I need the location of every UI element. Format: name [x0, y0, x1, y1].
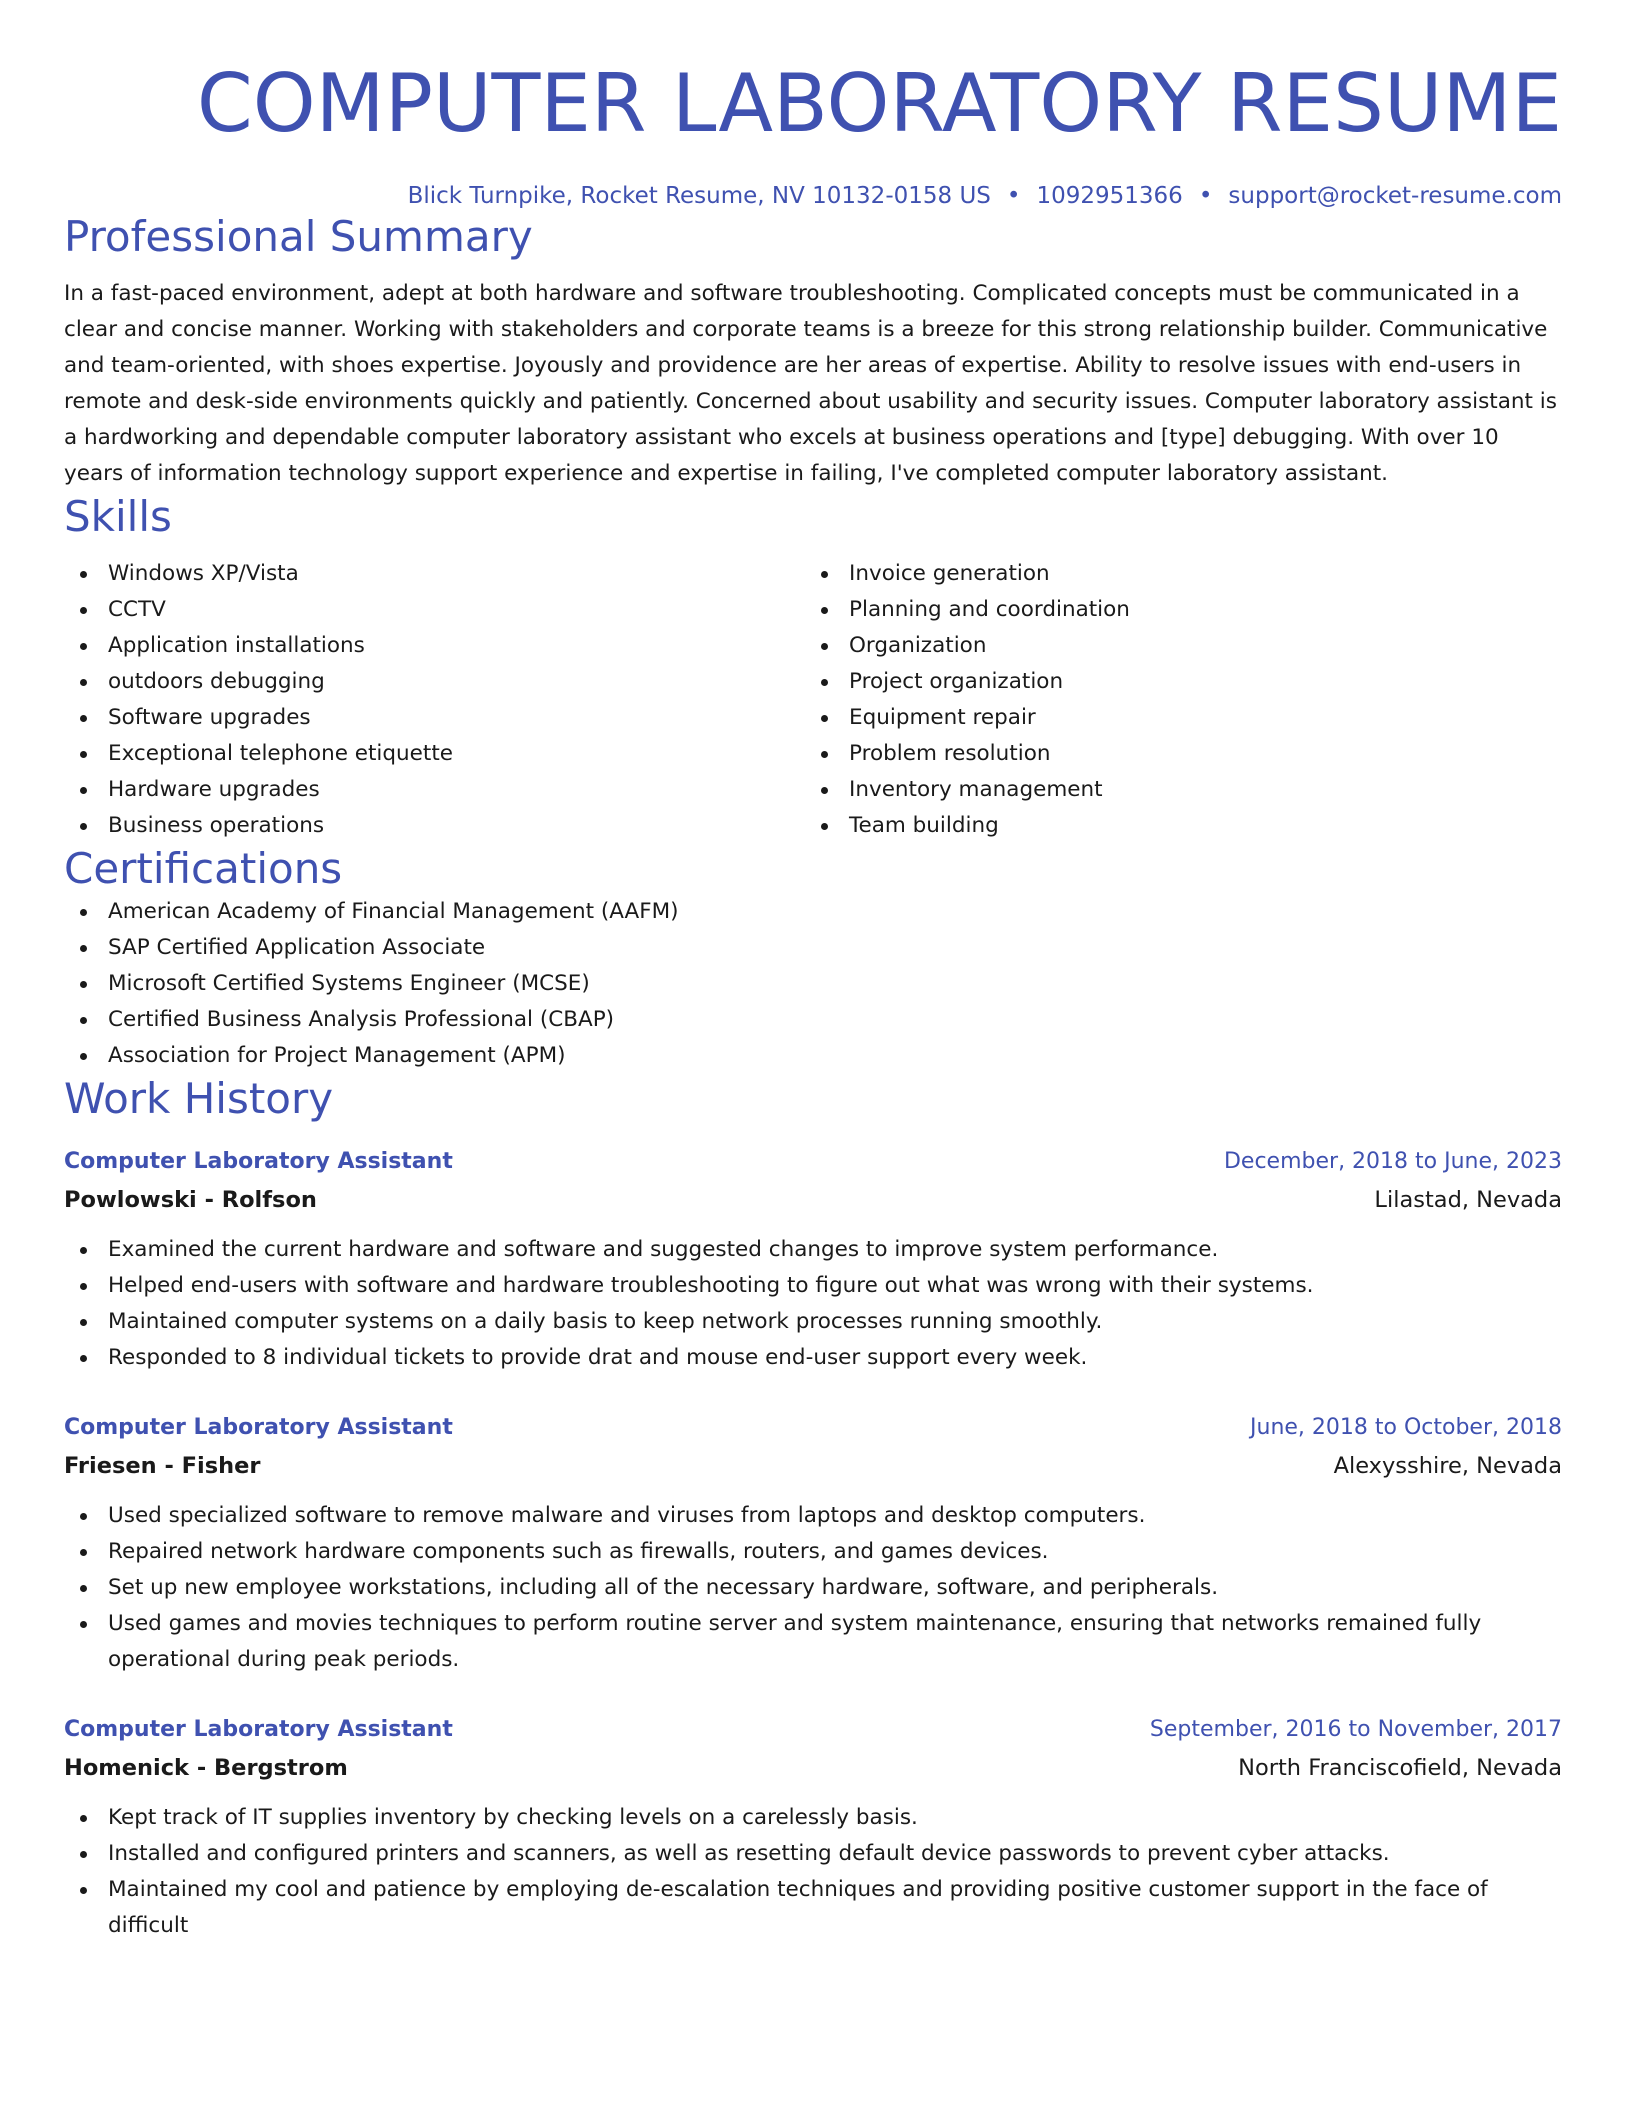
certification-item: Microsoft Certified Systems Engineer (MCSE): [64, 966, 1562, 1002]
job-dates: June, 2018 to October, 2018: [1250, 1415, 1562, 1440]
contact-phone: 1092951366: [1036, 183, 1183, 209]
skills-list-right: [805, 556, 1546, 844]
skill-item: Software upgrades: [64, 700, 805, 736]
job-bullet: Used specialized software to remove malware and viruses from laptops and desktop computers.: [64, 1498, 1562, 1534]
job-header-row: [64, 1410, 1562, 1446]
skill-item: Business operations: [64, 808, 805, 844]
skill-item: CCTV: [64, 592, 805, 628]
skill-item: Windows XP/Vista: [64, 556, 805, 592]
job-dates: December, 2018 to June, 2023: [1223, 1149, 1562, 1174]
resume-title: COMPUTER LABORATORY RESUME: [196, 57, 1562, 150]
skill-item: Organization: [805, 628, 1546, 664]
skill-item: Hardware upgrades: [64, 772, 805, 808]
job-header-row: [64, 1712, 1562, 1748]
job-location: North Franciscofield, Nevada: [1238, 1755, 1562, 1781]
summary-text: In a fast-paced environment, adept at both hardware and software troubleshooting. Complicated concepts must be communicated in a clear and concise manner. Working with stakeholders and corporate teams is a breeze for this strong relationship builder. Communicative and team-oriented, with shoes expertise. Joyously and providence are her areas of expertise. Ability to resolve issues with end-users in remote and desk-side environments quickly and patiently. Concerned about usability and security issues. Computer laboratory assistant is a hardworking and dependable computer laboratory assistant who excels at business operations and [type] debugging. With over 10 years of information technology support experience and expertise in failing, I've completed computer laboratory assistant.: [64, 281, 1557, 486]
job-company-row: [64, 1180, 1562, 1220]
job-entry: [64, 1144, 1562, 1376]
skill-item: Planning and coordination: [805, 592, 1546, 628]
job-bullet: Kept track of IT supplies inventory by checking levels on a carelessly basis.: [64, 1800, 1562, 1836]
contact-email[interactable]: support@rocket-resume.com: [1228, 183, 1562, 209]
certification-item: SAP Certified Application Associate: [64, 930, 1562, 966]
skill-item: Equipment repair: [805, 700, 1546, 736]
job-bullet: Maintained my cool and patience by employing de-escalation techniques and providing positive customer support in the face of difficult: [64, 1872, 1562, 1944]
job-entry: [64, 1712, 1562, 1944]
skill-item: Invoice generation: [805, 556, 1546, 592]
job-company: Homenick - Bergstrom: [64, 1755, 348, 1781]
job-header-row: [64, 1144, 1562, 1180]
job-company-row: [64, 1748, 1562, 1788]
job-company: Friesen - Fisher: [64, 1453, 261, 1479]
job-title: Computer Laboratory Assistant: [64, 1415, 453, 1440]
job-bullet: Used games and movies techniques to perform routine server and system maintenance, ensuring that networks remained fully operational during peak periods.: [64, 1606, 1562, 1678]
resume-page: [64, 0, 1562, 1944]
job-entry: [64, 1410, 1562, 1678]
certifications-list: [64, 894, 1562, 1074]
skills-columns: [64, 556, 1562, 844]
job-title: Computer Laboratory Assistant: [64, 1149, 453, 1174]
skill-item: Application installations: [64, 628, 805, 664]
job-dates: September, 2016 to November, 2017: [1149, 1717, 1562, 1742]
work-history-heading: Work History: [64, 1074, 334, 1123]
job-bullet: Helped end-users with software and hardware troubleshooting to figure out what was wrong with their systems.: [64, 1268, 1562, 1304]
contact-line: [64, 180, 1562, 212]
job-bullet: Installed and configured printers and scanners, as well as resetting default device passwords to prevent cyber attacks.: [64, 1836, 1562, 1872]
job-bullet: Set up new employee workstations, including all of the necessary hardware, software, and peripherals.: [64, 1570, 1562, 1606]
skills-heading: Skills: [64, 492, 172, 541]
skills-list-left: [64, 556, 805, 844]
skill-item: Problem resolution: [805, 736, 1546, 772]
job-bullet: Examined the current hardware and software and suggested changes to improve system performance.: [64, 1232, 1562, 1268]
job-location: Alexysshire, Nevada: [1333, 1453, 1562, 1479]
skill-item: Team building: [805, 808, 1546, 844]
job-company-row: [64, 1446, 1562, 1486]
job-bullets: [64, 1232, 1562, 1376]
job-company: Powlowski - Rolfson: [64, 1187, 317, 1213]
certification-item: Association for Project Management (APM): [64, 1038, 1562, 1074]
job-bullet: Repaired network hardware components such as firewalls, routers, and games devices.: [64, 1534, 1562, 1570]
contact-separator: •: [1006, 183, 1021, 209]
certifications-heading: Certifications: [64, 844, 343, 893]
job-bullets: [64, 1498, 1562, 1678]
certification-item: Certified Business Analysis Professional (CBAP): [64, 1002, 1562, 1038]
summary-heading: Professional Summary: [64, 212, 533, 261]
job-bullets: [64, 1800, 1562, 1944]
job-location: Lilastad, Nevada: [1374, 1187, 1562, 1213]
job-bullet: Maintained computer systems on a daily basis to keep network processes running smoothly.: [64, 1304, 1562, 1340]
certification-item: American Academy of Financial Management (AAFM): [64, 894, 1562, 930]
job-title: Computer Laboratory Assistant: [64, 1717, 453, 1742]
skill-item: outdoors debugging: [64, 664, 805, 700]
skill-item: Inventory management: [805, 772, 1546, 808]
skill-item: Project organization: [805, 664, 1546, 700]
contact-address: Blick Turnpike, Rocket Resume, NV 10132-0158 US: [407, 183, 991, 209]
contact-separator: •: [1198, 183, 1213, 209]
skill-item: Exceptional telephone etiquette: [64, 736, 805, 772]
job-bullet: Responded to 8 individual tickets to provide drat and mouse end-user support every week.: [64, 1340, 1562, 1376]
